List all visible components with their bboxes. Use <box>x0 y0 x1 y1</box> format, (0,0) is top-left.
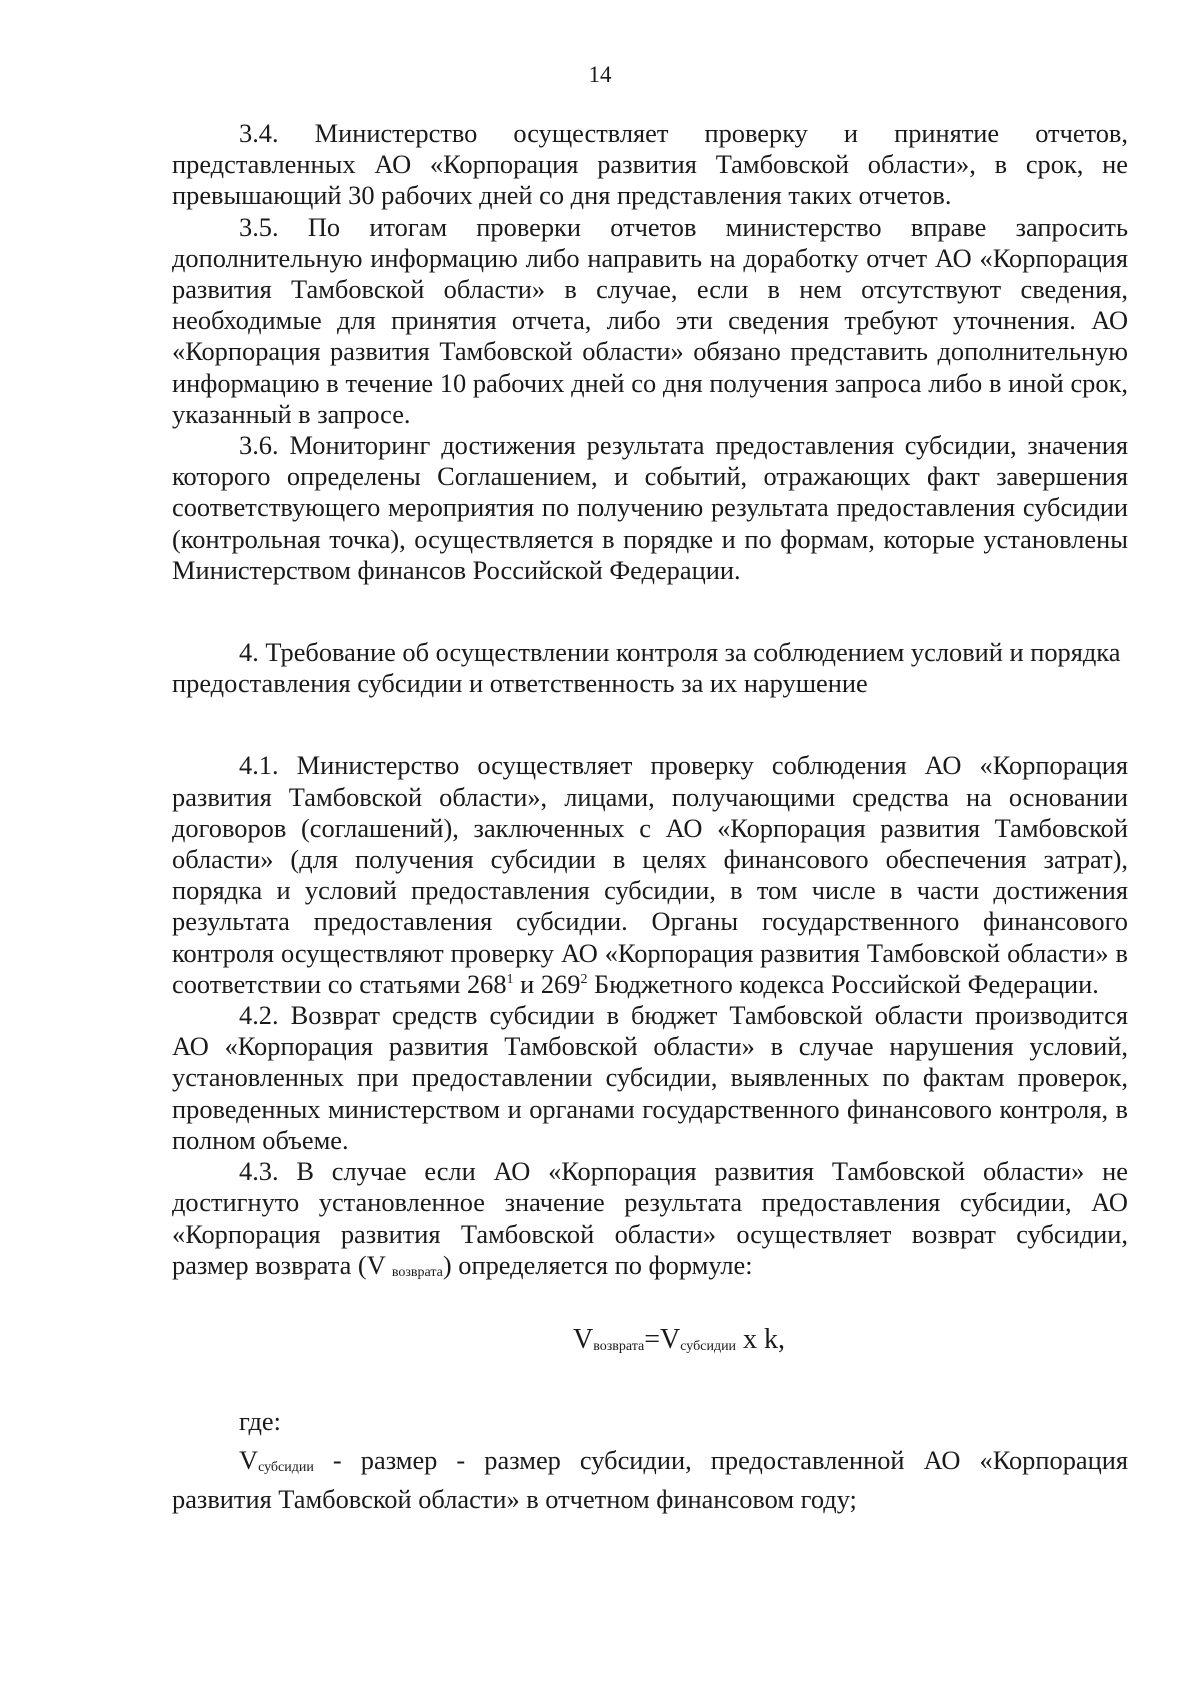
paragraph-4-1 <box>172 750 1128 1000</box>
formula-v-return: V <box>573 1323 594 1355</box>
formula-sub-subsidy: субсидии <box>680 1338 737 1354</box>
page-number: 14 <box>588 62 612 87</box>
paragraph-4-3-subscript: возврата <box>391 1264 443 1280</box>
paragraph-4-1-text-after: Бюджетного кодекса Российской Федерации. <box>587 968 1099 999</box>
paragraph-3-5: 3.5. По итогам проверки отчетов министерство вправе запросить дополнительную информацию либо направить на доработку отчет АО «Корпорация развития Тамбовской области» в случае, если в нем отсутствуют сведения, необходимые для принятия отчета, либо эти сведения требуют уточнения. АО «Корпорация развития Тамбовской области» обязано представить дополнительную информацию в течение 10 рабочих дней со дня получения запроса либо в иной срок, указанный в запросе. <box>172 211 1128 429</box>
section-4-heading: 4. Требование об осуществлении контроля за соблюдением условий и порядка предоставления субсидии и ответственность за их нарушение <box>172 637 1121 699</box>
where-label: где: <box>239 1406 281 1437</box>
formula-tail: x k, <box>736 1323 786 1355</box>
paragraph-4-3 <box>172 1156 1128 1288</box>
article-268-superscript: 1 <box>506 971 514 987</box>
definition-text: - размер - размер субсидии, предоставленной АО «Корпорация развития Тамбовской области» в отчетном финансовом году; <box>172 1445 1128 1514</box>
paragraph-4-2: 4.2. Возврат средств субсидии в бюджет Тамбовской области производится АО «Корпорация развития Тамбовской области» в случае нарушения условий, установленных при предоставлении субсидии, выявленных по фактам проверок, проведенных министерством и органами государственного финансового контроля, в полном объеме. <box>172 1000 1128 1155</box>
definition-v-subsidy <box>172 1445 1128 1514</box>
formula-sub-return: возврата <box>593 1338 645 1354</box>
article-269-superscript: 2 <box>580 971 588 987</box>
formula-equals-v: =V <box>644 1323 681 1355</box>
paragraph-4-1-text-before: 4.1. Министерство осуществляет проверку соблюдения АО «Корпорация развития Тамбовской области», лицами, получающими средства на основании договоров (соглашений), заключенных с АО «Корпорация развития Тамбовской области» (для получения субсидии в целях финансового обеспечения затрат), порядка и условий предоставления субсидии, в том числе в части достижения результата предоставления субсидии. Органы государственного финансового контроля осуществляют проверку АО «Корпорация развития Тамбовской области» в соответствии со статьями 268 <box>172 750 1128 999</box>
paragraph-4-3-text-before: 4.3. В случае если АО «Корпорация развития Тамбовской области» не достигнуто установленное значение результата предоставления субсидии, АО «Корпорация развития Тамбовской области» осуществляет возврат субсидии, размер возврата (V <box>172 1156 1128 1280</box>
definition-subscript: субсидии <box>258 1460 314 1476</box>
return-formula <box>172 1324 1128 1362</box>
paragraph-4-1-text-mid: и 269 <box>513 968 581 999</box>
paragraph-3-4: 3.4. Министерство осуществляет проверку и принятие отчетов, представленных АО «Корпорация развития Тамбовской области», в срок, не превышающий 30 рабочих дней со дня представления таких отчетов. <box>172 118 1128 211</box>
paragraph-3-6: 3.6. Мониторинг достижения результата предоставления субсидии, значения которого определены Соглашением, и событий, отражающих факт завершения соответствующего мероприятия по получению результата предоставления субсидии (контрольная точка), осуществляется в порядке и по формам, которые установлены Министерством финансов Российской Федерации. <box>172 430 1128 585</box>
document-body <box>172 118 1128 1515</box>
definition-v: V <box>239 1445 259 1476</box>
paragraph-4-3-text-after: ) определяется по формуле: <box>442 1249 753 1280</box>
